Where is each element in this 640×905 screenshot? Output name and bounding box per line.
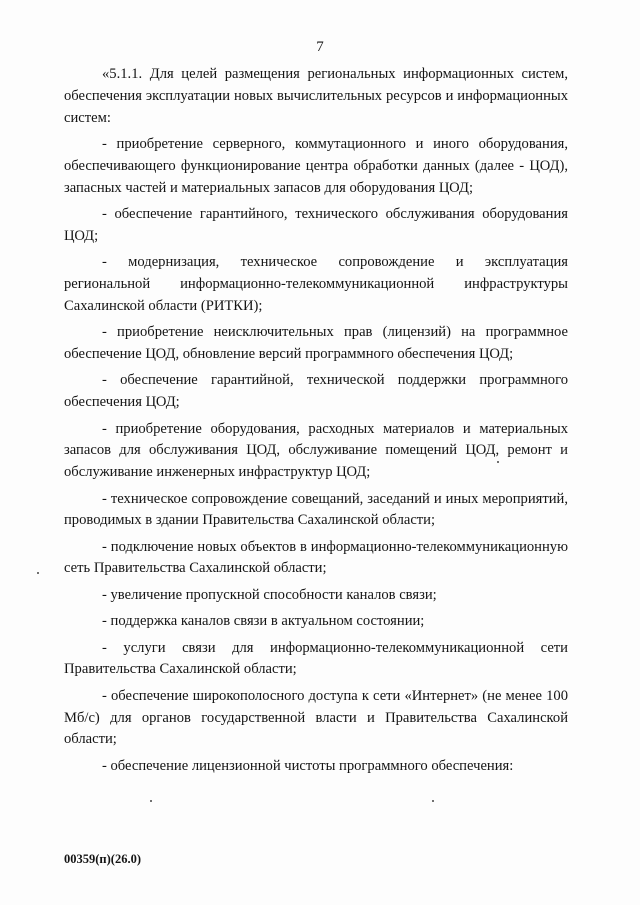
paragraph-item: - услуги связи для информационно-телекоммуникационной сети Правительства Сахалинской области;	[64, 639, 568, 678]
scan-speck	[37, 572, 39, 574]
paragraph-item: - обеспечение широкополосного доступа к сети «Интернет» (не менее 100 Мб/с) для органов государственной власти и Правительства Сахалинской области;	[64, 687, 568, 748]
paragraph-item: - подключение новых объектов в информационно-телекоммуникационную сеть Правительства Сахалинской области;	[64, 538, 568, 577]
paragraph-item: - поддержка каналов связи в актуальном состоянии;	[102, 613, 425, 630]
paragraph-item: - обеспечение гарантийного, технического обслуживания оборудования ЦОД;	[64, 205, 568, 244]
paragraph-intro: «5.1.1. Для целей размещения региональных информационных систем, обеспечения эксплуатации новых вычислительных ресурсов и информационных систем:	[64, 66, 568, 126]
paragraph-item: - модернизация, техническое сопровождение и эксплуатация региональной информационно-телекоммуникационной инфраструктуры Сахалинской области (РИТКИ);	[64, 254, 568, 314]
paragraph-item: - обеспечение гарантийной, технической поддержки программного обеспечения ЦОД;	[64, 372, 568, 411]
scan-speck	[432, 800, 434, 802]
paragraph-item: - обеспечение лицензионной чистоты программного обеспечения:	[102, 757, 514, 774]
paragraph-item: - увеличение пропускной способности каналов связи;	[102, 586, 437, 603]
page-number: 7	[316, 39, 324, 55]
scan-speck	[497, 461, 499, 463]
document-body	[64, 64, 568, 778]
paragraph-item: - приобретение оборудования, расходных материалов и материальных запасов для обслуживания ЦОД, обслуживание помещений ЦОД, ремонт и обслуживание инженерных инфраструктур ЦОД;	[64, 420, 568, 481]
paragraph-item: - техническое сопровождение совещаний, заседаний и иных мероприятий, проводимых в здании Правительства Сахалинской области;	[64, 490, 568, 529]
paragraph-item: - приобретение серверного, коммутационного и иного оборудования, обеспечивающего функционирование центра обработки данных (далее - ЦОД), запасных частей и материальных запасов для оборудования ЦОД;	[64, 135, 568, 196]
paragraph-item: - приобретение неисключительных прав (лицензий) на программное обеспечение ЦОД, обновление версий программного обеспечения ЦОД;	[64, 324, 568, 362]
document-code: 00359(п)(26.0)	[64, 852, 141, 866]
scan-speck	[150, 800, 152, 802]
